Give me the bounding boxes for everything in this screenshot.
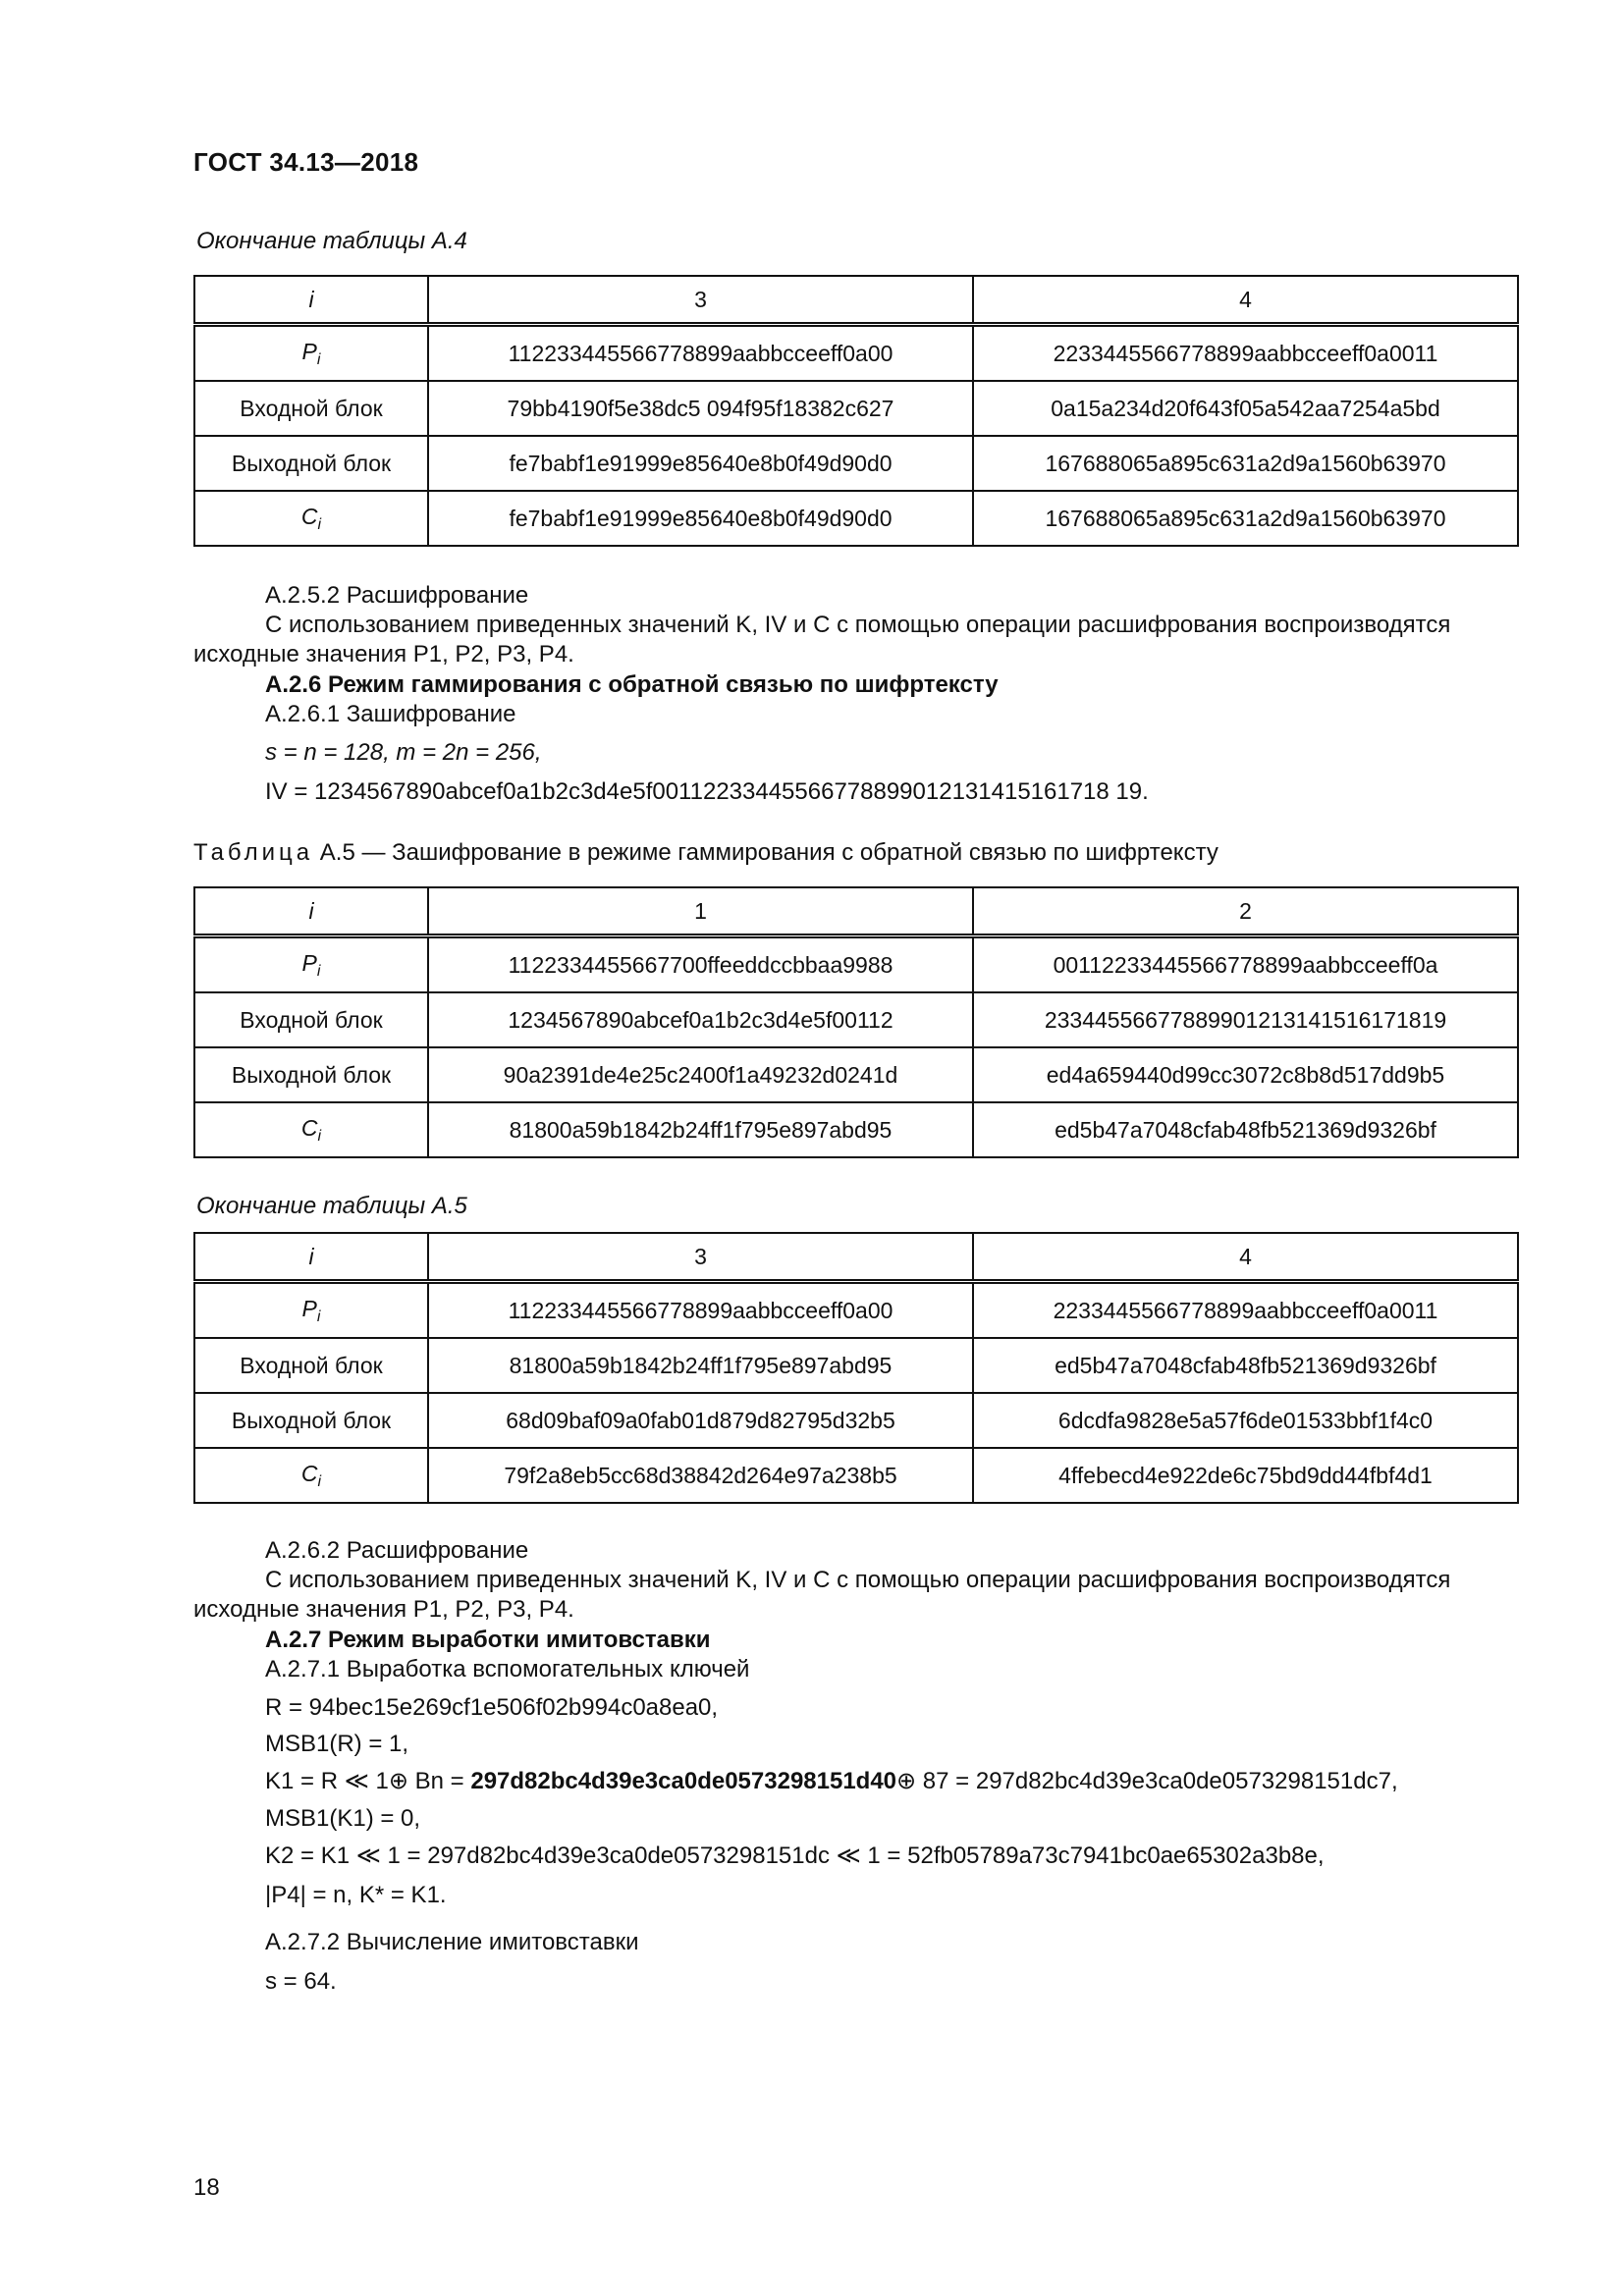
section-a262-line2: исходные значения P1, P2, P3, P4. [193, 1596, 574, 1623]
row-label [194, 1393, 428, 1448]
value-cell: 112233445566778899aabbcceeff0a00 [428, 1282, 973, 1339]
table-a5-caption [193, 839, 1218, 867]
value-cell: 79f2a8eb5cc68d38842d264e97a238b5 [428, 1448, 973, 1503]
page-number: 18 [193, 2174, 220, 2201]
row-label-text: C [300, 1114, 318, 1141]
header-cell-c2: 4 [973, 276, 1518, 325]
row-label-text: Входной блок [240, 1006, 383, 1033]
value-cell: 81800a59b1842b24ff1f795e897abd95 [428, 1102, 973, 1157]
row-label-text: Выходной блок [231, 450, 392, 476]
value-cell: 00112233445566778899aabbcceeff0a [973, 936, 1518, 993]
msb-k1-value: MSB1(K1) = 0, [265, 1805, 421, 1832]
table-header-row [194, 887, 1518, 936]
k1-formula-bold-value: 297d82bc4d39e3ca0de0573298151d40 [470, 1768, 897, 1794]
value-cell: ed5b47a7048cfab48fb521369d9326bf [973, 1338, 1518, 1393]
row-label [194, 325, 428, 382]
section-a26-title: А.2.6 Режим гаммирования с обратной связью по шифртексту [265, 671, 999, 698]
value-cell: 2233445566778899aabbcceeff0a0011 [973, 325, 1518, 382]
value-cell: 68d09baf09a0fab01d879d82795d32b5 [428, 1393, 973, 1448]
section-a262-line1: С использованием приведенных значений K, IV и C с помощью операции расшифрования воспроизводятся [265, 1567, 1451, 1593]
row-label-text: Входной блок [240, 1352, 383, 1378]
row-label [194, 992, 428, 1047]
value-cell: 167688065a895c631a2d9a1560b63970 [973, 436, 1518, 491]
row-label [194, 1282, 428, 1339]
standard-number: ГОСТ 34.13—2018 [193, 147, 419, 177]
header-cell-c1: 3 [428, 1233, 973, 1282]
row-label [194, 381, 428, 436]
s-value: s = 64. [265, 1968, 337, 1995]
value-cell: 81800a59b1842b24ff1f795e897abd95 [428, 1338, 973, 1393]
value-cell: ed4a659440d99cc3072c8b8d517dd9b5 [973, 1047, 1518, 1102]
k2-formula: K2 = K1 ≪ 1 = 297d82bc4d39e3ca0de0573298151dc ≪ 1 = 52fb05789a73c7941bc0ae65302a3b8e, [265, 1842, 1325, 1869]
row-label-subscript: i [317, 515, 322, 533]
row-label-subscript: i [316, 962, 321, 980]
table-row [194, 1047, 1518, 1102]
header-cell-c1: 1 [428, 887, 973, 936]
header-cell-i: i [194, 887, 428, 936]
row-label-text: P [301, 949, 317, 976]
value-cell: 4ffebecd4e922de6c75bd9dd44fbf4d1 [973, 1448, 1518, 1503]
row-label [194, 936, 428, 993]
section-a262-title: А.2.6.2 Расшифрование [265, 1537, 529, 1564]
table-row [194, 491, 1518, 546]
value-cell: fe7babf1e91999e85640e8b0f49d90d0 [428, 491, 973, 546]
table-a5-end-caption: Окончание таблицы А.5 [196, 1193, 467, 1219]
table-a4-end [193, 275, 1519, 547]
r-value: R = 94bec15e269cf1e506f02b994c0a8ea0, [265, 1694, 719, 1721]
value-cell: ed5b47a7048cfab48fb521369d9326bf [973, 1102, 1518, 1157]
value-cell: 6dcdfa9828e5a57f6de01533bbf1f4c0 [973, 1393, 1518, 1448]
row-label-text: P [301, 1295, 317, 1321]
table-header-row [194, 1233, 1518, 1282]
row-label-text: C [300, 1460, 318, 1486]
table-row [194, 381, 1518, 436]
k1-formula-suffix: ⊕ 87 = 297d82bc4d39e3ca0de0573298151dc7, [896, 1768, 1398, 1794]
msb-r-value: MSB1(R) = 1, [265, 1731, 409, 1757]
section-a252-text: С использованием приведенных значений K, IV и C с помощью операции расшифрования воспроизводятся [265, 612, 1451, 638]
value-cell: 112233445566778899aabbcceeff0a00 [428, 325, 973, 382]
value-cell: 90a2391de4e25c2400f1a49232d0241d [428, 1047, 973, 1102]
row-label [194, 1448, 428, 1503]
header-cell-c1: 3 [428, 276, 973, 325]
table-a5 [193, 886, 1519, 1158]
row-label-text: Выходной блок [231, 1407, 392, 1433]
table-row [194, 992, 1518, 1047]
header-cell-i: i [194, 1233, 428, 1282]
value-cell: 1122334455667700ffeeddccbbaa9988 [428, 936, 973, 993]
k1-formula [265, 1767, 1398, 1796]
value-cell: 2233445566778899aabbcceeff0a0011 [973, 1282, 1518, 1339]
row-label-text: C [300, 503, 318, 529]
table-row [194, 936, 1518, 993]
header-cell-i: i [194, 276, 428, 325]
row-label-subscript: i [317, 1472, 322, 1490]
row-label-subscript: i [316, 350, 321, 368]
row-label-text: Выходной блок [231, 1061, 392, 1088]
section-a252-title: А.2.5.2 Расшифрование [265, 582, 529, 609]
row-label-text: P [301, 338, 317, 364]
table-header-row [194, 276, 1518, 325]
header-cell-c2: 2 [973, 887, 1518, 936]
value-cell: 167688065a895c631a2d9a1560b63970 [973, 491, 1518, 546]
section-a252-line1 [265, 611, 1450, 640]
row-label [194, 1047, 428, 1102]
table-row [194, 1282, 1518, 1339]
row-label-subscript: i [317, 1127, 322, 1145]
table-a5-end [193, 1232, 1519, 1504]
table-row [194, 325, 1518, 382]
table-a5-caption-text: А.5 — Зашифрование в режиме гаммирования с обратной связью по шифртексту [313, 839, 1218, 866]
table-row [194, 1448, 1518, 1503]
table-a5-caption-word: Таблица [193, 839, 314, 866]
row-label-subscript: i [316, 1308, 321, 1325]
row-label-text: Входной блок [240, 395, 383, 421]
section-a271-title: А.2.7.1 Выработка вспомогательных ключей [265, 1656, 750, 1682]
row-label [194, 1338, 428, 1393]
value-cell: fe7babf1e91999e85640e8b0f49d90d0 [428, 436, 973, 491]
table-row [194, 1102, 1518, 1157]
section-a27-title: А.2.7 Режим выработки имитовставки [265, 1627, 711, 1653]
header-cell-c2: 4 [973, 1233, 1518, 1282]
table-row [194, 1393, 1518, 1448]
row-label [194, 1102, 428, 1157]
section-a252-line2: исходные значения P1, P2, P3, P4. [193, 641, 574, 667]
iv-value: IV = 1234567890abcef0a1b2c3d4e5f00112233445566778899012131415161718 19. [265, 778, 1149, 805]
section-a261-title: А.2.6.1 Зашифрование [265, 701, 516, 727]
table-row [194, 436, 1518, 491]
row-label [194, 491, 428, 546]
value-cell: 0a15a234d20f643f05a542aa7254a5bd [973, 381, 1518, 436]
value-cell: 23344556677889901213141516171819 [973, 992, 1518, 1047]
section-a272-title: А.2.7.2 Вычисление имитовставки [265, 1929, 639, 1955]
value-cell: 1234567890abcef0a1b2c3d4e5f00112 [428, 992, 973, 1047]
row-label [194, 436, 428, 491]
table-row [194, 1338, 1518, 1393]
value-cell: 79bb4190f5e38dc5 094f95f18382c627 [428, 381, 973, 436]
table-a4-end-caption: Окончание таблицы А.4 [196, 228, 467, 254]
params-s-n-m: s = n = 128, m = 2n = 256, [265, 739, 542, 766]
p4-length-formula: |P4| = n, K* = K1. [265, 1882, 447, 1908]
k1-formula-prefix: K1 = R ≪ 1⊕ Bn = [265, 1768, 471, 1794]
